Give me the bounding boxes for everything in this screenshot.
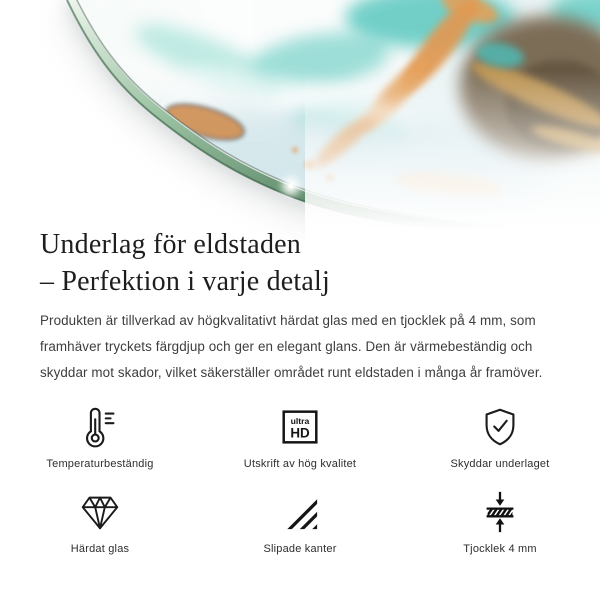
page-title <box>40 226 330 300</box>
ultra-hd-icon <box>277 403 323 451</box>
feature-polished-edges <box>200 488 400 555</box>
ultra-hd-icon-text-bottom: HD <box>290 425 310 441</box>
feature-label: Slipade kanter <box>263 543 337 555</box>
feature-tempered-glass <box>0 488 200 555</box>
feature-high-quality-print <box>200 403 400 470</box>
thickness-icon <box>477 488 523 536</box>
diamond-icon <box>77 488 123 536</box>
thermometer-icon <box>77 403 123 451</box>
feature-label: Utskrift av hög kvalitet <box>243 458 357 470</box>
feature-label: Tjocklek 4 mm <box>463 543 537 555</box>
feature-label: Temperaturbeständig <box>46 458 154 470</box>
feature-protects-surface <box>400 403 600 470</box>
polished-edges-icon <box>277 488 323 536</box>
shield-check-icon <box>477 403 523 451</box>
product-description-text: Produkten är tillverkad av högkvalitativt härdat glas med en tjocklek på 4 mm, som framhäver tryckets färgdjup och ger en elegant glans. Den är värmebeständig och skyddar mot skador, vilket säkerställer området runt eldstaden i många år framöver. <box>40 313 543 380</box>
banner-white-fade <box>305 70 600 265</box>
feature-thickness <box>400 488 600 555</box>
ultra-hd-icon-text-top: ultra <box>290 416 310 427</box>
feature-temperature-resistant <box>0 403 200 470</box>
feature-grid <box>0 403 600 555</box>
feature-label: Härdat glas <box>70 543 130 555</box>
page-title-line2: – Perfektion i varje detalj <box>40 266 330 297</box>
page-title-line1: Underlag för eldstaden <box>40 229 301 260</box>
feature-label: Skyddar underlaget <box>450 458 550 470</box>
